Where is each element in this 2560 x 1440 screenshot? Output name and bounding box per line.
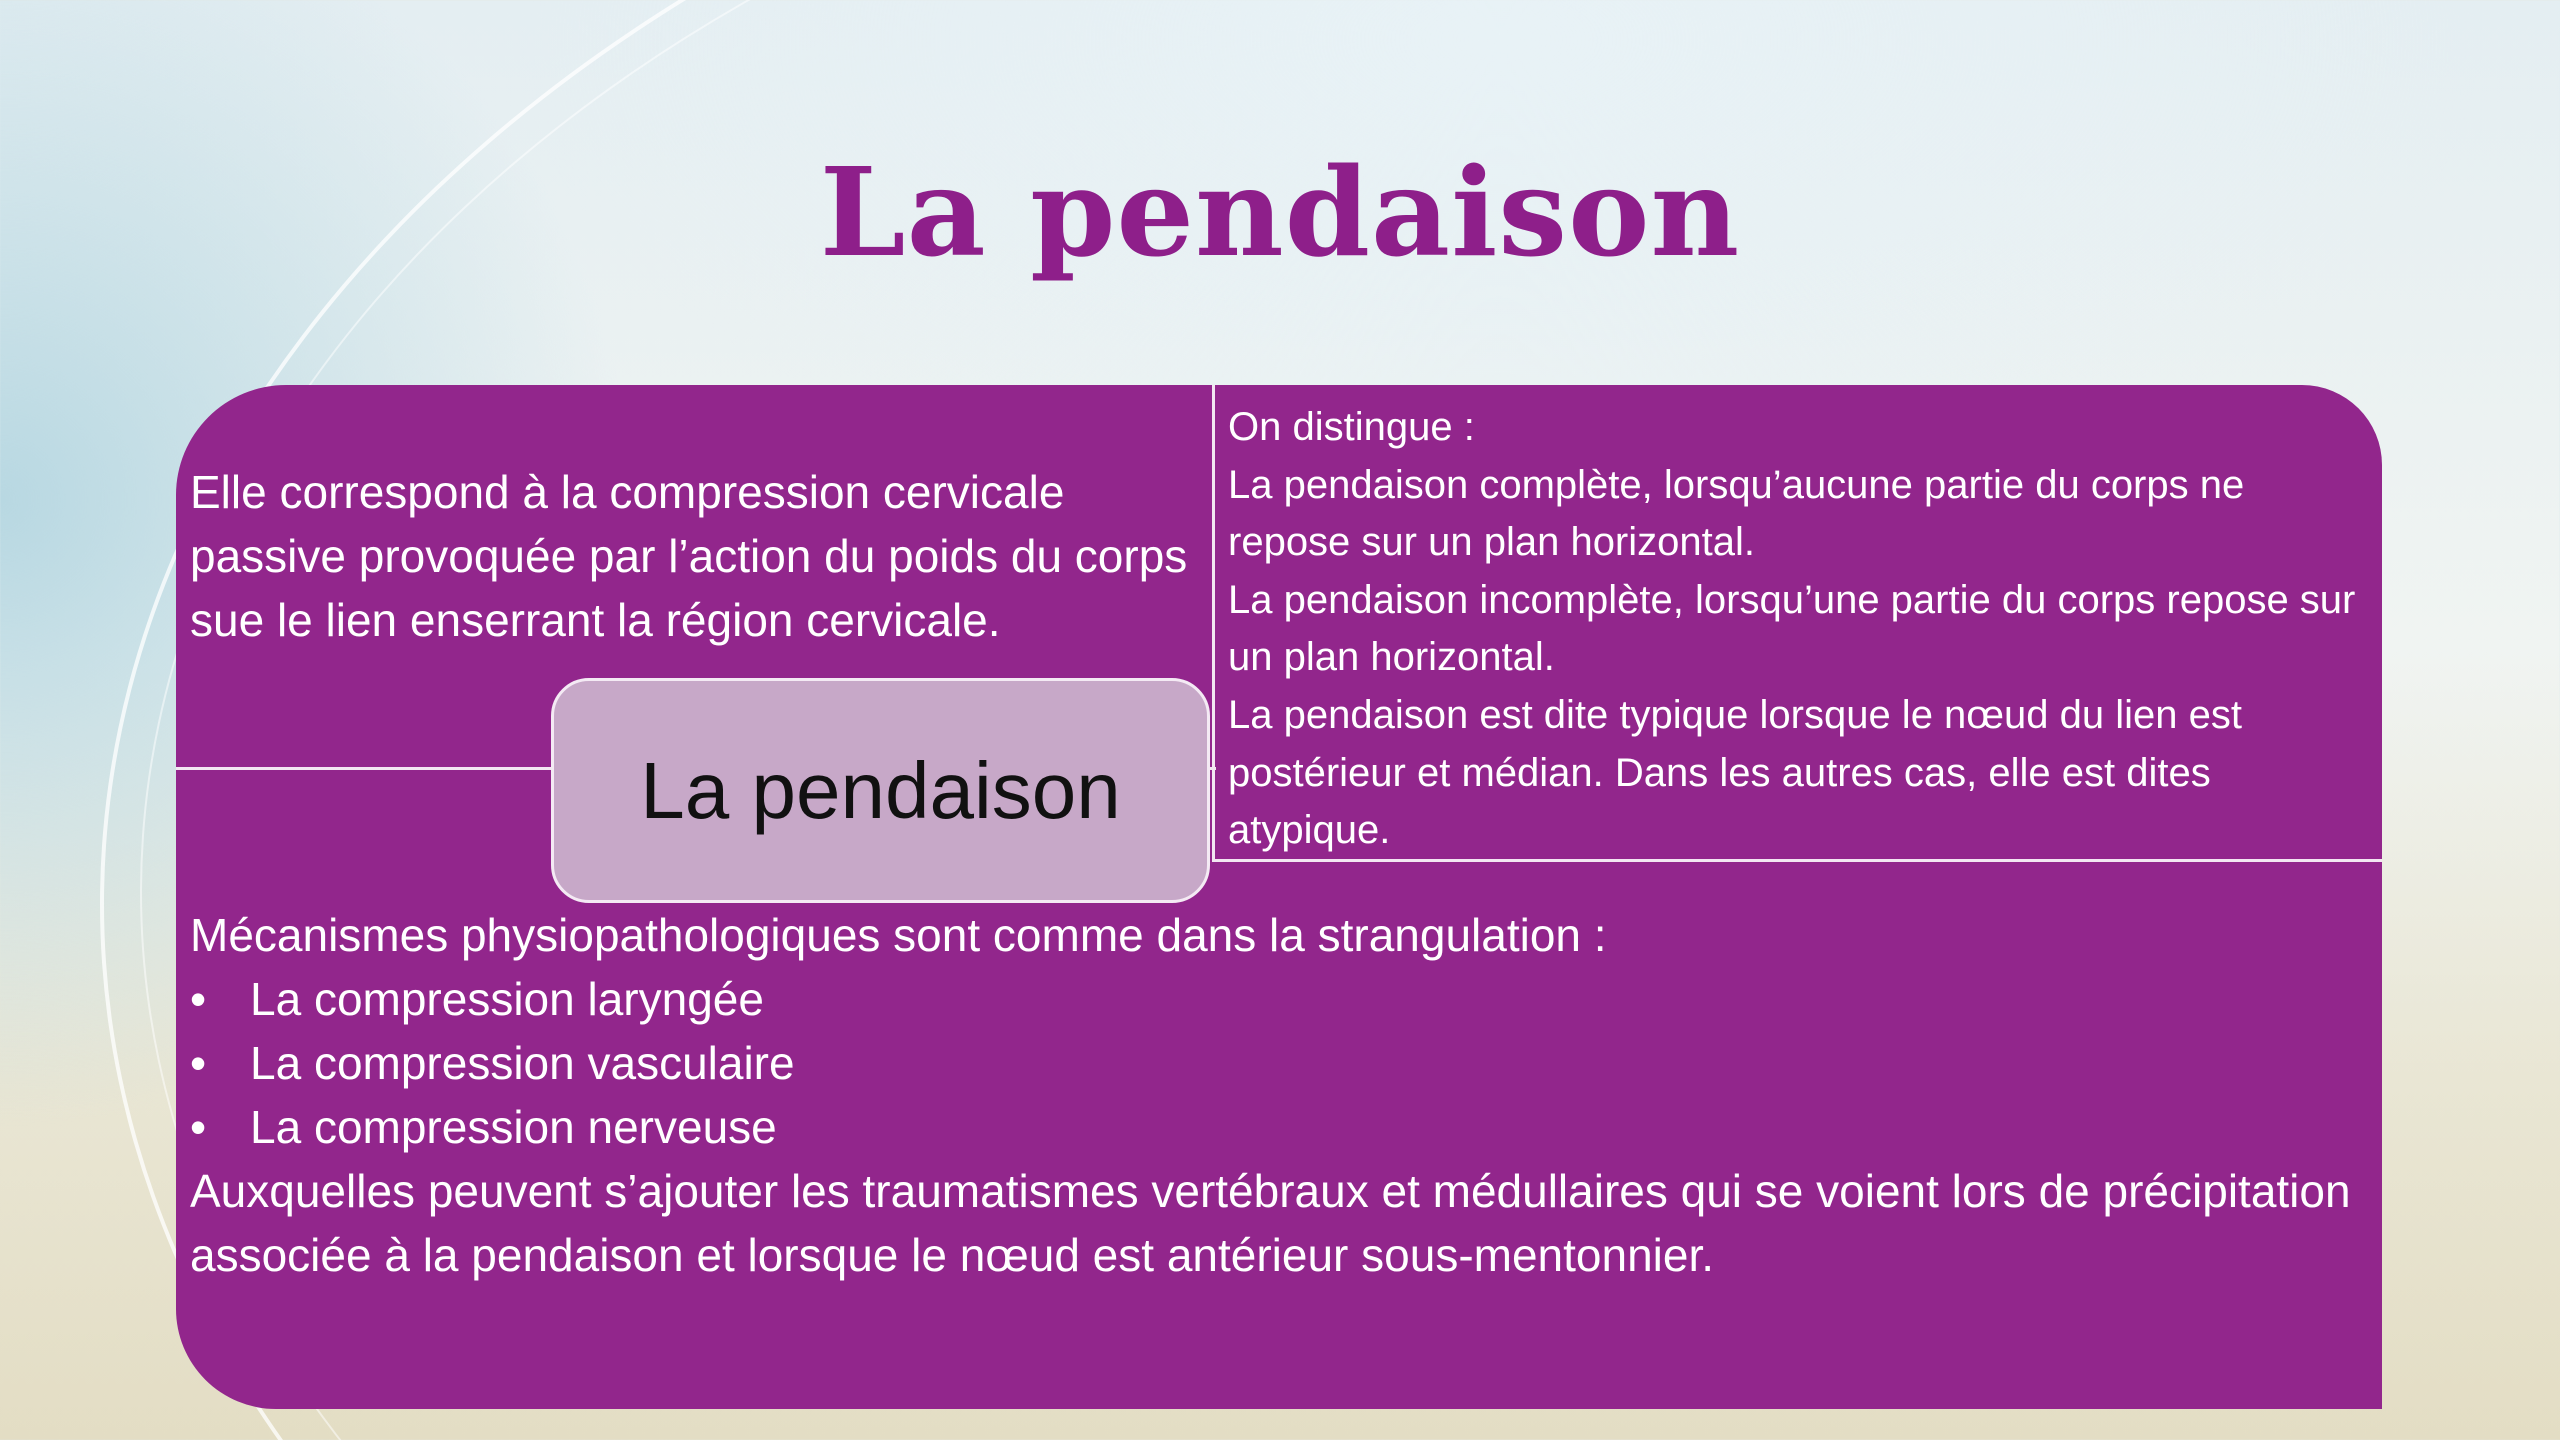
definition-text: Elle correspond à la compression cervicale passive provoquée par l’action du poids du corps sue le lien enserrant la région cervicale. xyxy=(190,466,1188,646)
bullet-icon: • xyxy=(190,1037,207,1089)
list-item: • La compression vasculaire xyxy=(190,1031,2360,1095)
mechanisms-outro: Auxquelles peuvent s’ajouter les traumatismes vertébraux et médullaires qui se voient lors de précipitation associée à la pendaison et lorsque le nœud est antérieur sous-mentonnier. xyxy=(190,1165,2351,1281)
center-label-box: La pendaison xyxy=(551,678,1210,903)
mechanisms-intro: Mécanismes physiopathologiques sont comme dans la strangulation : xyxy=(190,909,1607,961)
content-matrix xyxy=(176,385,2382,1409)
distinction-incomplete: La pendaison incomplète, lorsqu’une partie du corps repose sur un plan horizontal. xyxy=(1228,577,2356,680)
list-item: • La compression laryngée xyxy=(190,967,2360,1031)
divider-vertical xyxy=(1212,385,1215,860)
quadrant-top-right xyxy=(1228,399,2368,860)
mechanisms-list xyxy=(190,967,2360,1159)
bullet-icon: • xyxy=(190,1101,207,1153)
quadrant-top-left xyxy=(190,460,1200,652)
distinction-intro: On distingue : xyxy=(1228,405,1475,449)
distinction-complete: La pendaison complète, lorsqu’aucune partie du corps ne repose sur un plan horizontal. xyxy=(1228,462,2245,565)
bullet-icon: • xyxy=(190,973,207,1025)
list-item: • La compression nerveuse xyxy=(190,1095,2360,1159)
slide-title: La pendaison xyxy=(819,140,1741,284)
quadrant-bottom xyxy=(190,903,2360,1287)
distinction-typique: La pendaison est dite typique lorsque le nœud du lien est postérieur et médian. Dans les autres cas, elle est dites atypique. xyxy=(1228,692,2243,853)
